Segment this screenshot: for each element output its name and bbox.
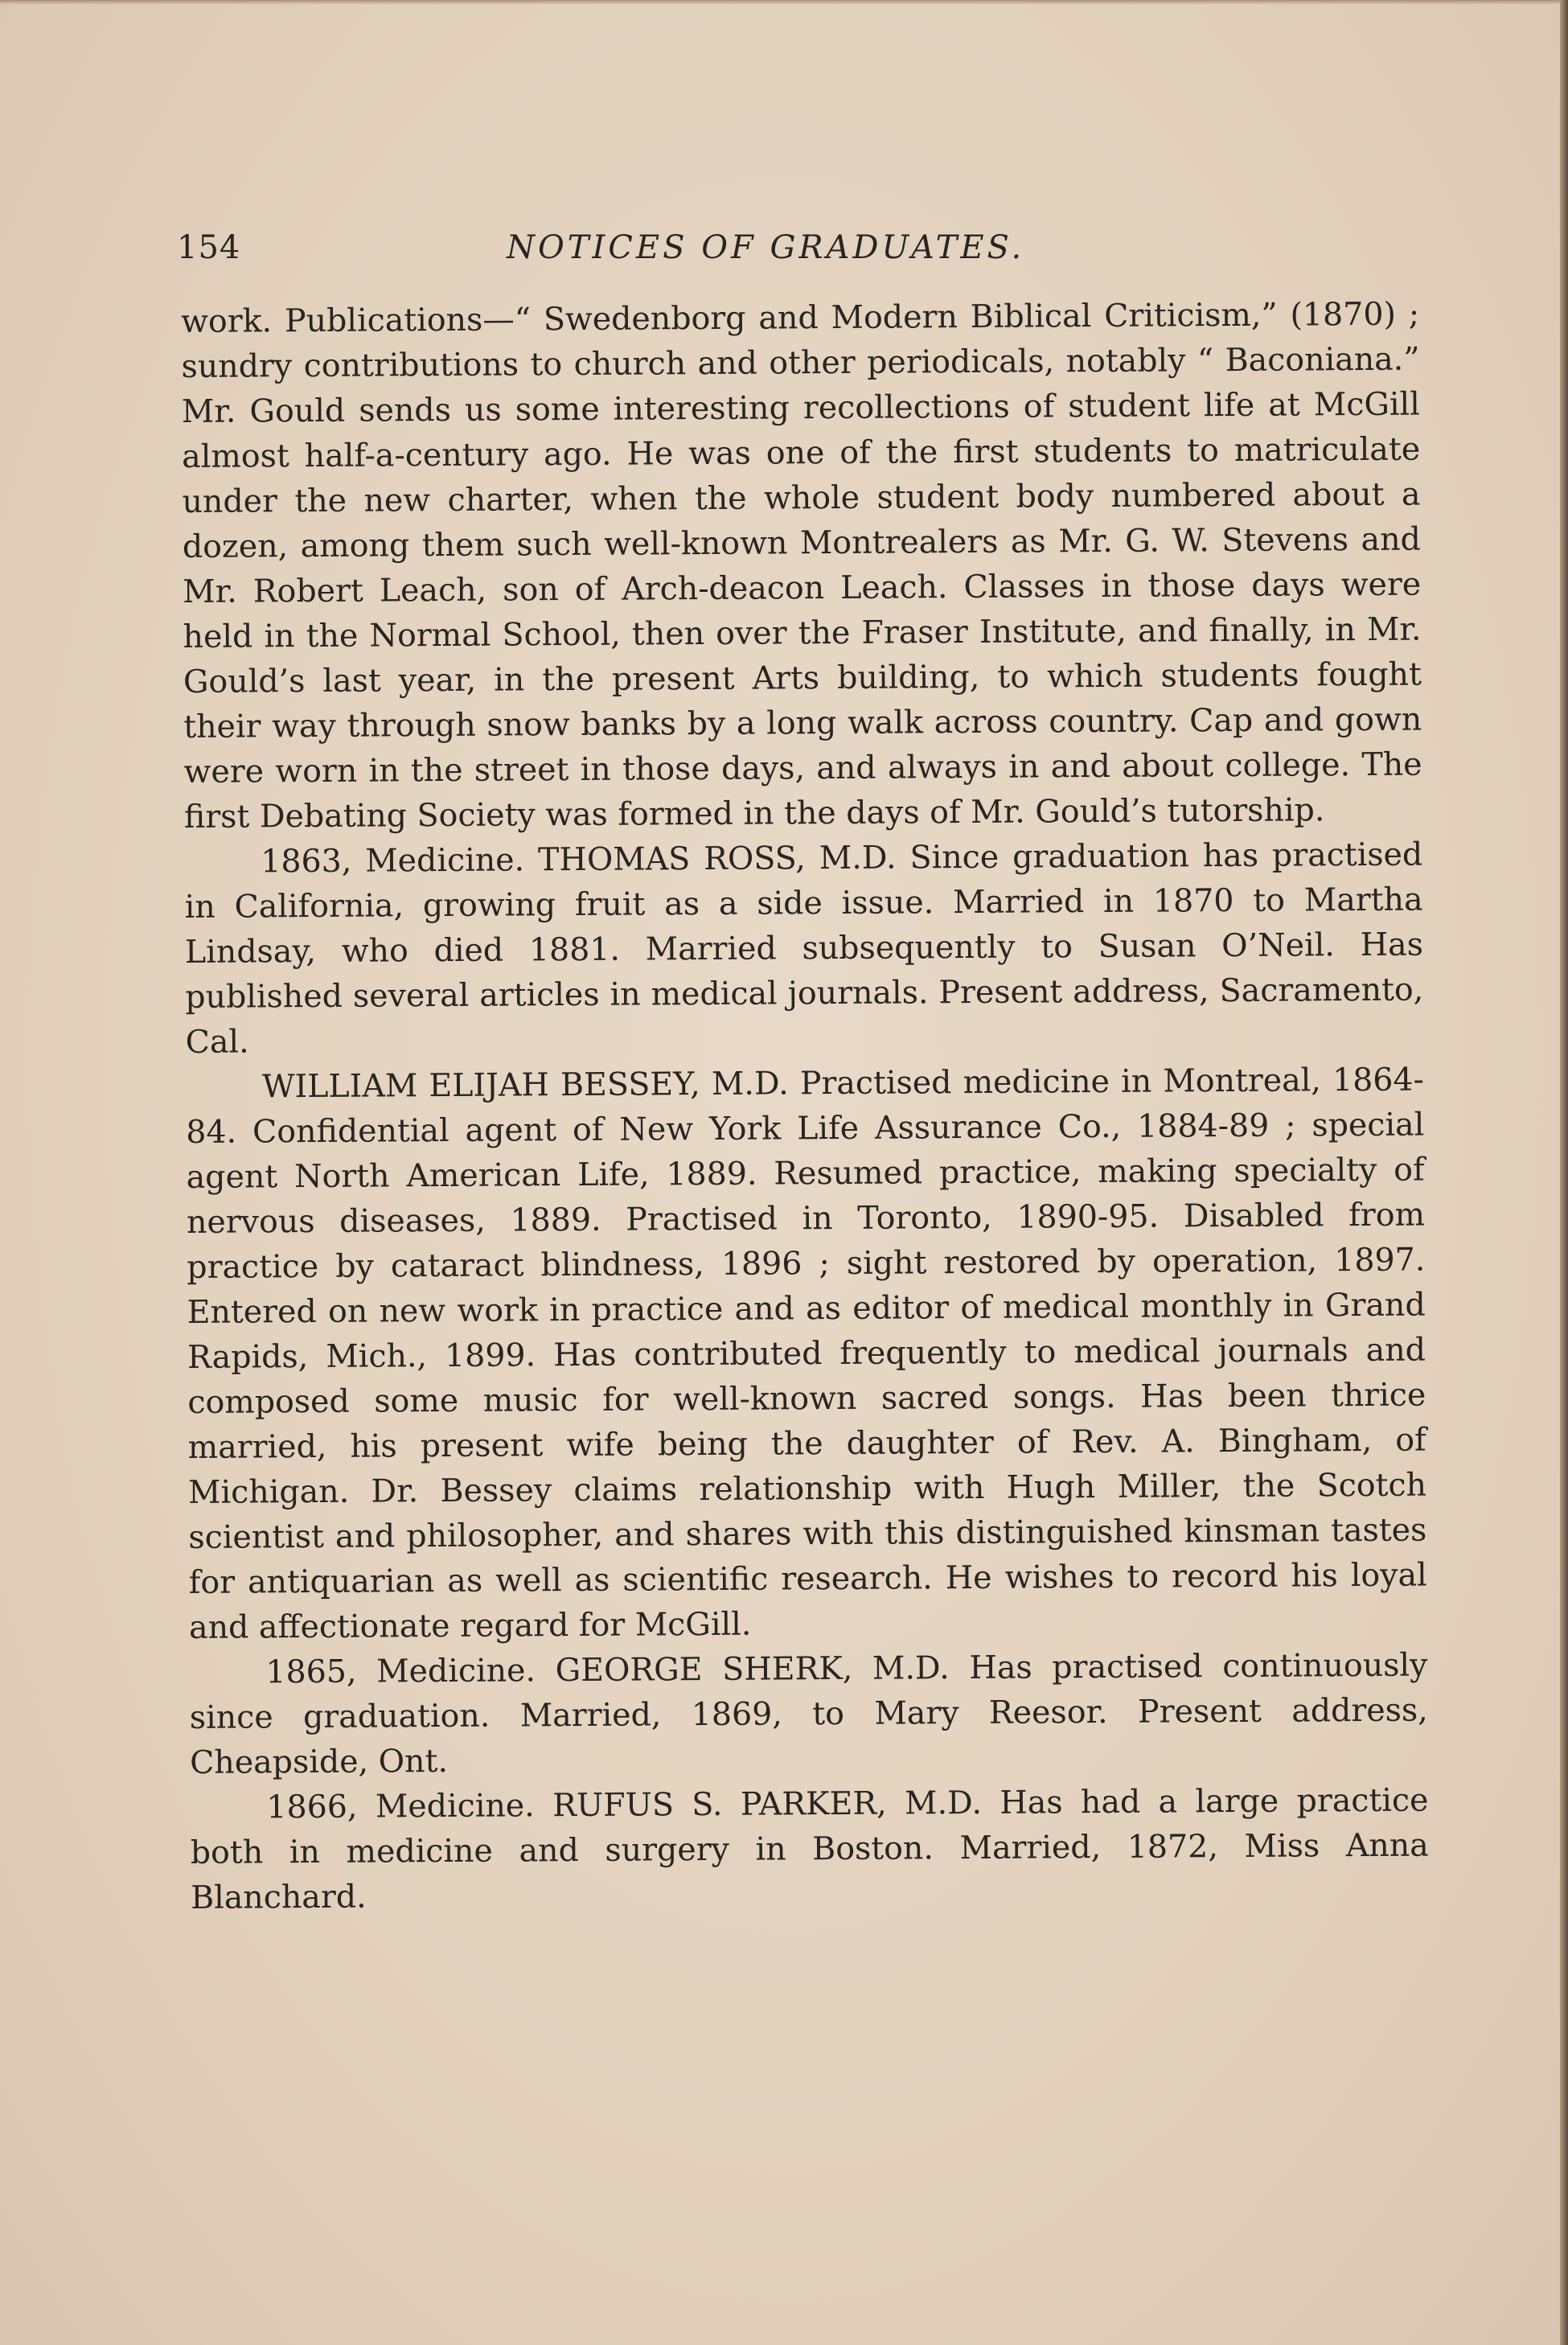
page-header	[177, 229, 1415, 277]
running-head: NOTICES OF GRADUATES.	[507, 229, 1025, 266]
page-right-edge	[1560, 0, 1568, 2345]
paragraph-thomas-ross: 1863, Medicine. THOMAS ROSS, M.D. Since graduation has practised in California, growing fruit as a side issue. Married in 1870 to Martha Lindsay, who died 1881. Married subsequently to Susan O’Neil. Has published several articles in medical journals. Present address, Sacramento, Cal.	[184, 836, 1424, 1061]
paragraph-rufus-parker: 1866, Medicine. RUFUS S. PARKER, M.D. Has had a large practice both in medicine and surgery in Boston. Married, 1872, Miss Anna Blanchard.	[190, 1781, 1429, 1916]
page-top-edge	[0, 0, 1568, 5]
paragraph-william-bessey: WILLIAM ELIJAH BESSEY, M.D. Practised medicine in Montreal, 1864-84. Confidential agent of New York Life Assurance Co., 1884-89 ; special agent North American Life, 1889. Resumed practice, making specialty of nervous diseases, 1889. Practised in Toronto, 1890-95. Disabled from practice by cataract blindness, 1896 ; sight restored by operation, 1897. Entered on new work in practice and as editor of medical monthly in Grand Rapids, Mich., 1899. Has contributed frequently to medical journals and composed some music for well-known sacred songs. Has been thrice married, his present wife being the daughter of Rev. A. Bingham, of Michigan. Dr. Bessey claims relationship with Hugh Miller, the Scotch scientist and philosopher, and shares with this distinguished kinsman tastes for antiquarian as well as scientific research. He wishes to record his loyal and affectionate regard for McGill.	[186, 1061, 1427, 1646]
paragraph-gould-continued: work. Publications—“ Swedenborg and Modern Biblical Criticism,” (1870) ; sundry contributions to church and other periodicals, notably “ Baconiana.” Mr. Gould sends us some interesting recollections of student life at McGill almost half-a-century ago. He was one of the first students to matriculate under the new charter, when the whole student body numbered about a dozen, among them such well-known Montrealers as Mr. G. W. Stevens and Mr. Robert Leach, son of Arch-deacon Leach. Classes in those days were held in the Normal School, then over the Fraser Institute, and finally, in Mr. Gould’s last year, in the present Arts building, to which students fought their way through snow banks by a long walk across country. Cap and gown were worn in the street in those days, and always in and about college. The first Debating Society was formed in the days of Mr. Gould’s tutorship.	[181, 295, 1422, 836]
page-number: 154	[177, 229, 241, 266]
body-text	[181, 292, 1429, 1920]
paragraph-george-sherk: 1865, Medicine. GEORGE SHERK, M.D. Has practised continuously since graduation. Married, 1869, to Mary Reesor. Present address, Cheapside, Ont.	[189, 1646, 1428, 1781]
